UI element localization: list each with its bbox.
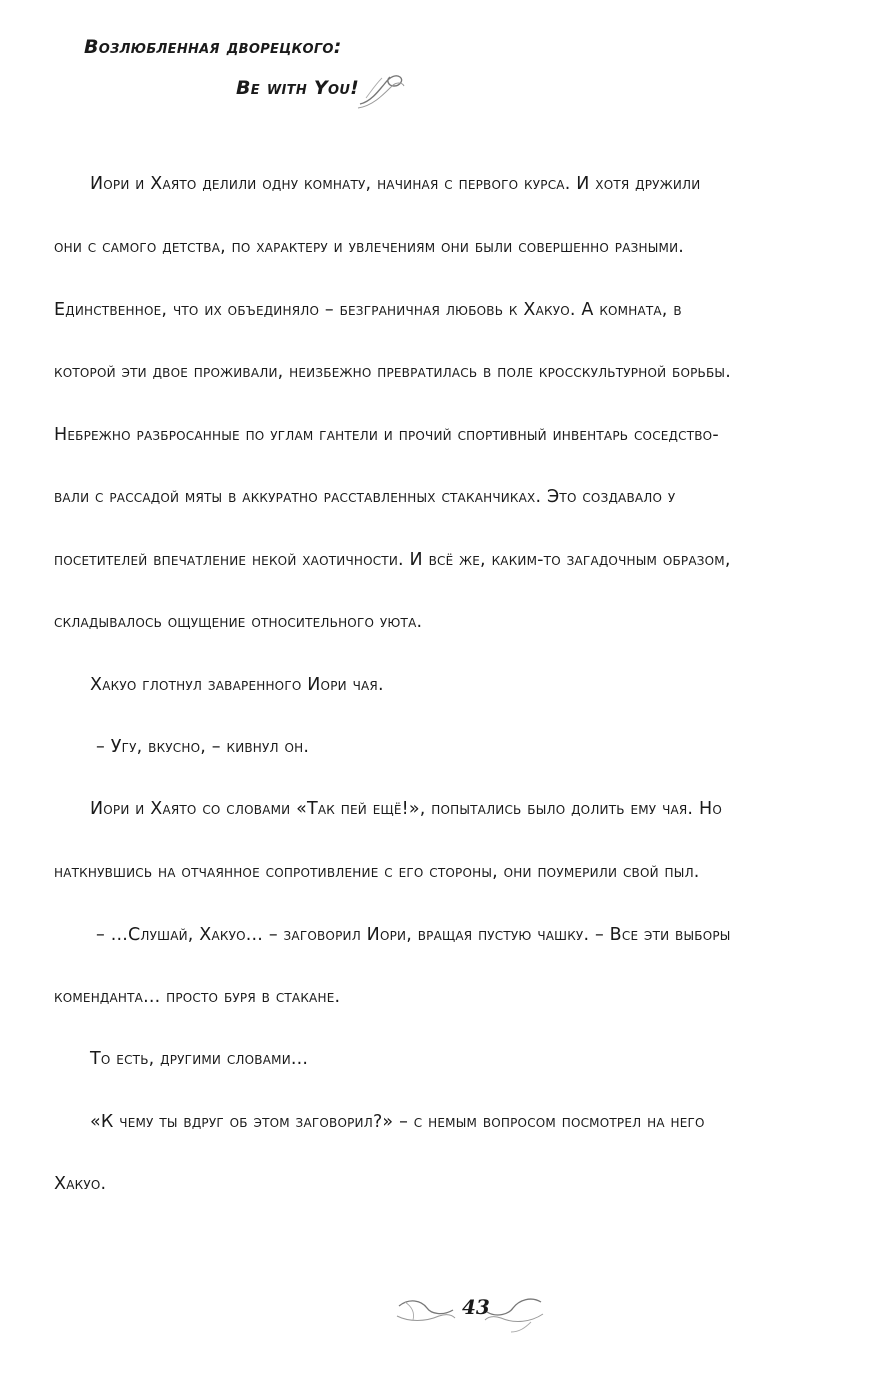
text-line: вали с рассадой мяты в аккуратно расставленных стаканчиках. Это создавало у (54, 487, 676, 507)
text-line: посетителей впечатление некой хаотичности. И всё же, каким-то загадочным образом, (54, 550, 731, 570)
text-line: Хакуо. (54, 1174, 107, 1194)
text-line: Единственное, что их объединяло – безграничная любовь к Хакуо. А комната, в (54, 300, 682, 320)
text-line: – Угу, вкусно, – кивнул он. (96, 737, 310, 757)
book-subtitle: Be with You! (236, 77, 360, 99)
text-line: коменданта... просто буря в стакане. (54, 987, 341, 1007)
text-line: «К чему ты вдруг об этом заговорил?» – с немым вопросом посмотрел на него (90, 1112, 705, 1132)
text-line: Небрежно разбросанные по углам гантели и прочий спортивный инвентарь соседство- (54, 425, 719, 445)
text-line: – ...Слушай, Хакуо... – заговорил Иори, вращая пустую чашку. – Все эти выборы (96, 925, 731, 945)
flourish-icon (356, 68, 408, 112)
text-line: которой эти двое проживали, неизбежно превратилась в поле кросскультурной борьбы. (54, 362, 731, 382)
text-line: наткнувшись на отчаянное сопротивление с его стороны, они поумерили свой пыл. (54, 862, 700, 882)
page-number: 43 (462, 1295, 490, 1319)
text-line: Иори и Хаято делили одну комнату, начиная с первого курса. И хотя дружили (90, 174, 701, 194)
book-title: Возлюбленная дворецкого: (84, 36, 342, 58)
text-line: Иори и Хаято со словами «Так пей ещё!», попытались было долить ему чая. Но (90, 799, 722, 819)
text-line: складывалось ощущение относительного уюта. (54, 612, 423, 632)
text-line: То есть, другими словами... (90, 1049, 309, 1069)
text-line: они с самого детства, по характеру и увлечениям они были совершенно разными. (54, 237, 685, 257)
text-line: Хакуо глотнул заваренного Иори чая. (90, 675, 384, 695)
